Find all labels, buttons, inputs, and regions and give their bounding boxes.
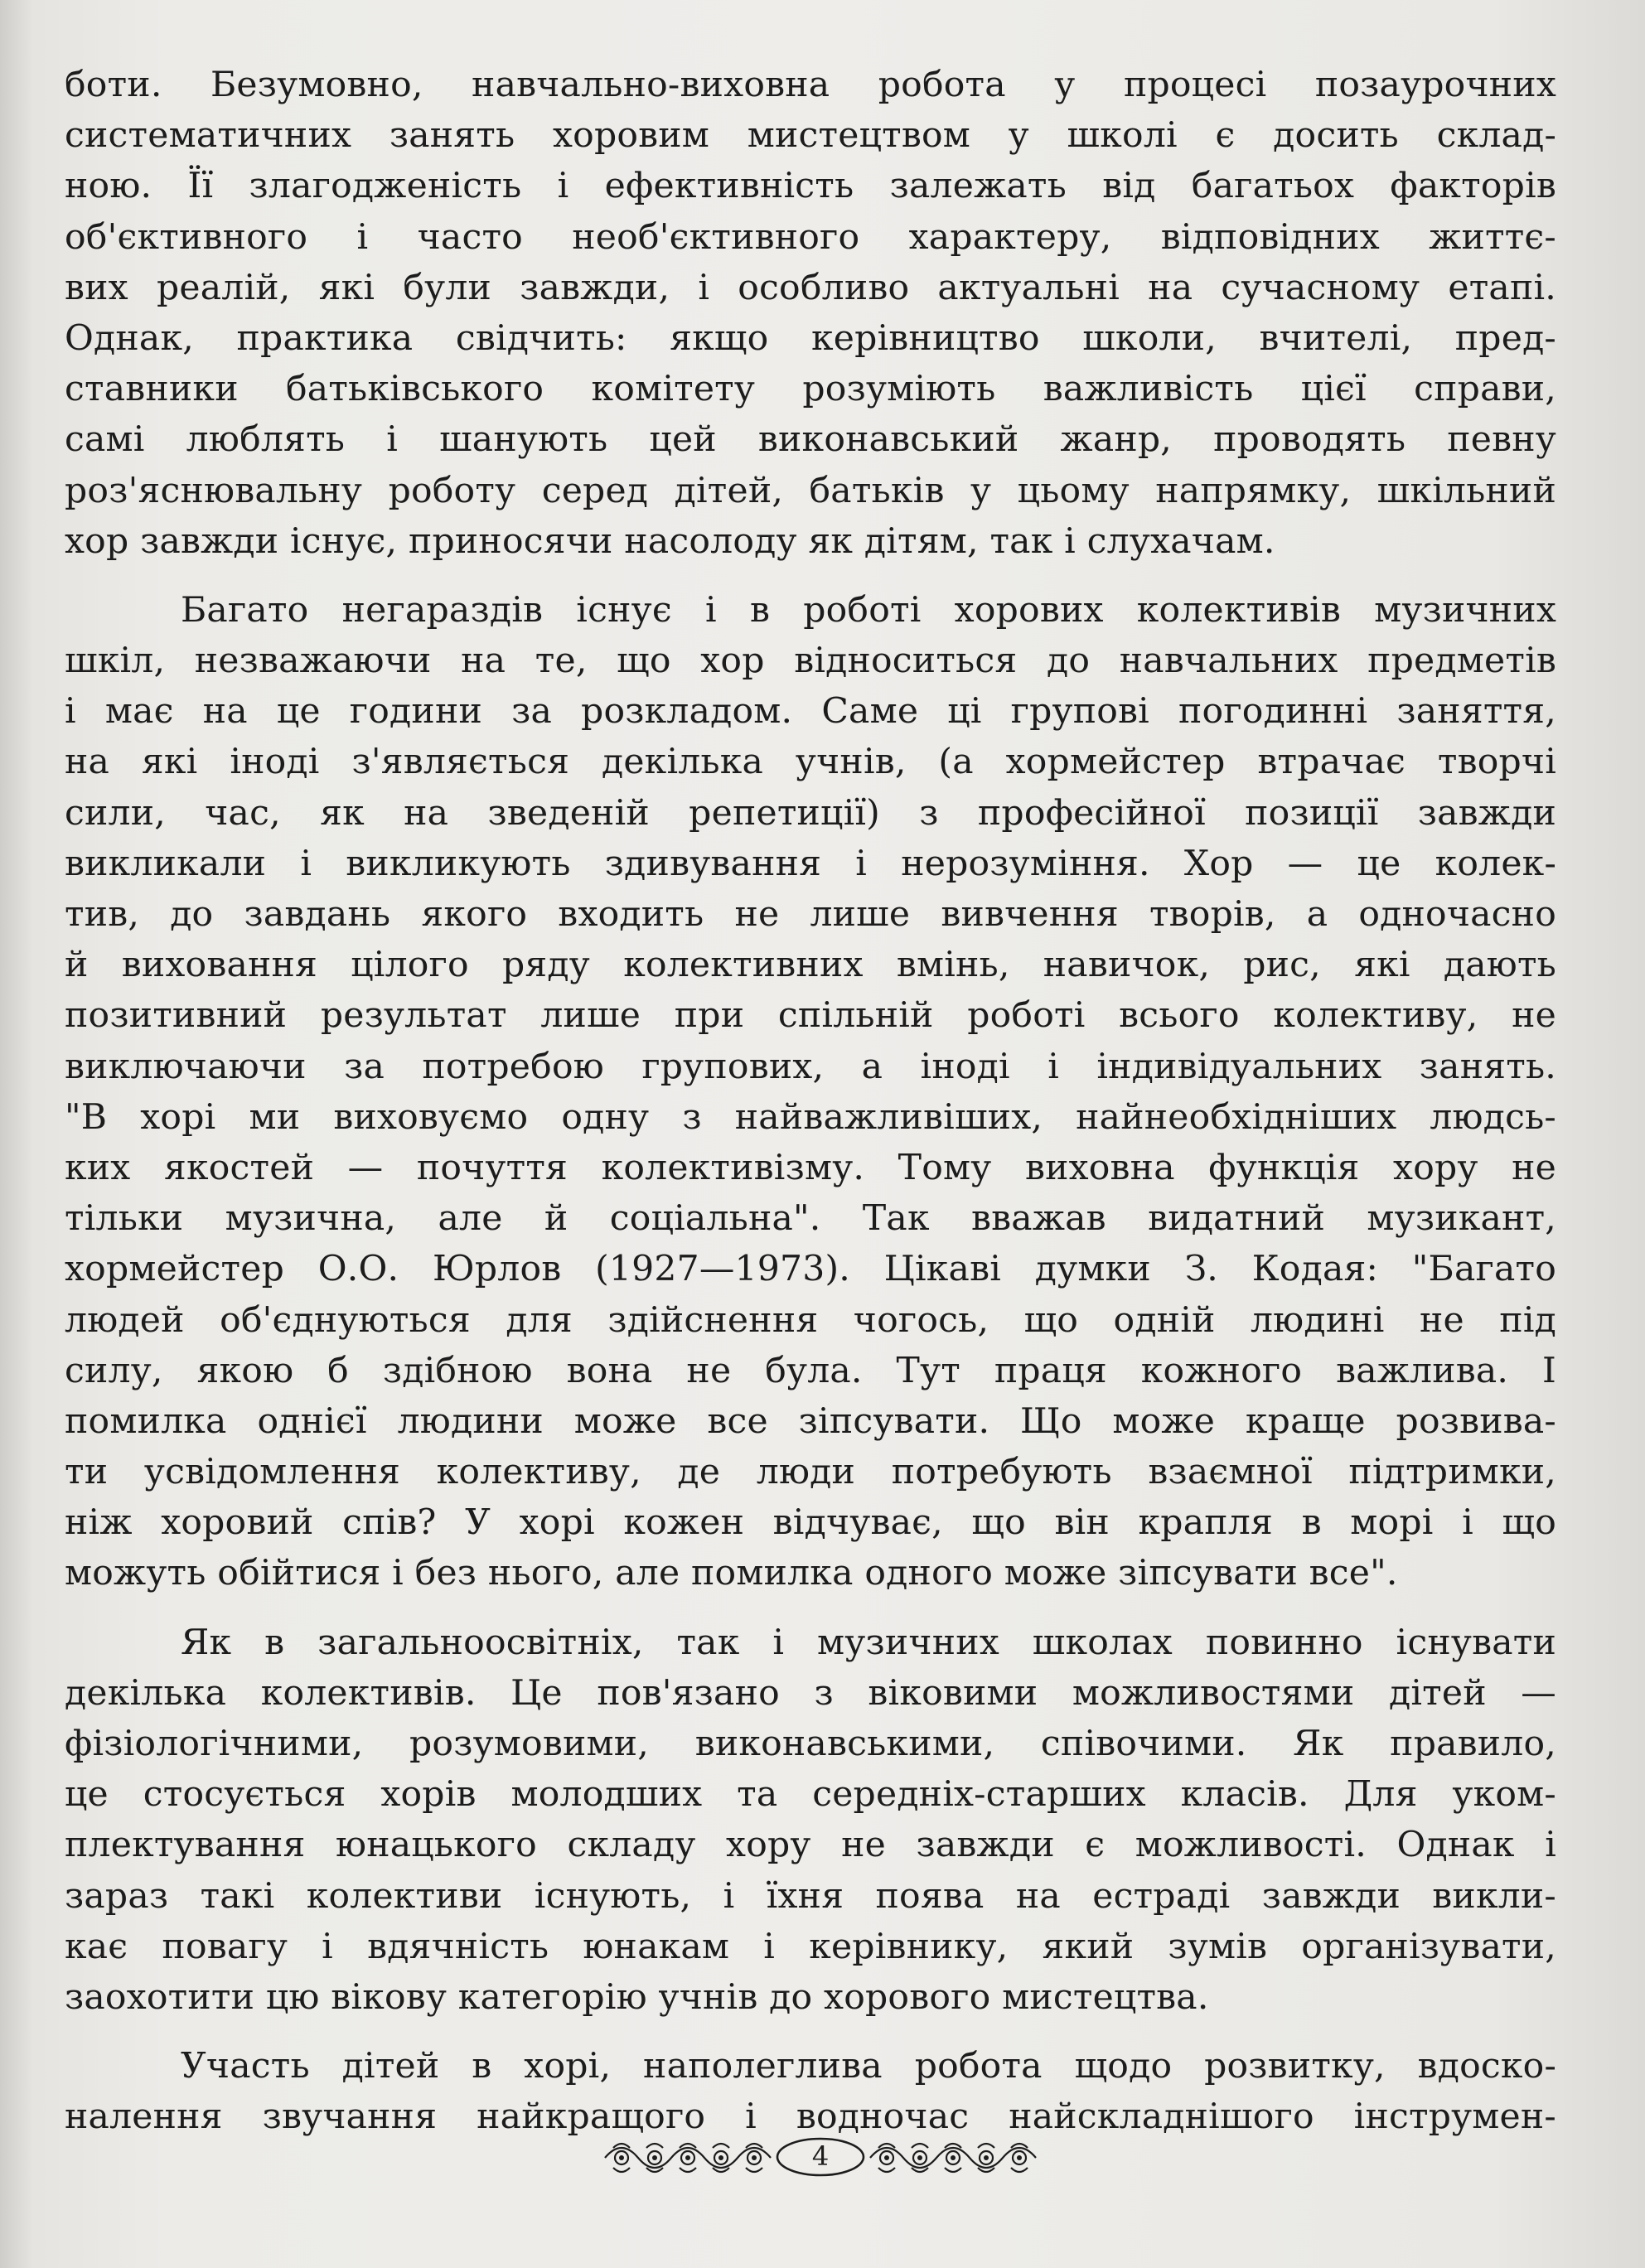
text-line: об'єктивного і часто необ'єктивного характеру, відповідних життє- xyxy=(65,216,1556,258)
text-line: ною. Її злагодженість і ефективність залежать від багатьох факторів xyxy=(65,166,1556,207)
text-line: можуть обійтися і без нього, але помилка одного може зіпсувати все". xyxy=(65,1553,1398,1594)
text-line: виключаючи за потребою групових, а іноді і індивідуальних занять. xyxy=(65,1046,1556,1087)
text-line: систематичних занять хоровим мистецтвом у школі є досить склад- xyxy=(65,115,1556,157)
text-line: й виховання цілого ряду колективних вмінь, навичок, рис, які дають xyxy=(65,945,1556,986)
text-line: Однак, практика свідчить: якщо керівництво школи, вчителі, пред- xyxy=(65,317,1556,359)
text-line: викликали і викликують здивування і нерозуміння. Хор — це колек- xyxy=(65,843,1556,884)
paragraph-gap xyxy=(65,1599,1556,1618)
text-line: людей об'єднуються для здійснення чогось, що одній людині не під xyxy=(65,1299,1556,1341)
text-line: декілька колективів. Це пов'язано з віковими можливостями дітей — xyxy=(65,1672,1556,1714)
paragraph xyxy=(65,1618,1556,2024)
text-line: вих реалій, які були завжди, і особливо актуальні на сучасному етапі. xyxy=(65,267,1556,308)
text-line: Як в загальноосвітніх, так і музичних школах повинно існувати xyxy=(181,1622,1556,1663)
text-line: хормейстер О.О. Юрлов (1927—1973). Цікаві думки З. Кодая: "Багато xyxy=(65,1249,1556,1290)
text-line: шкіл, незважаючи на те, що хор відноситься до навчальних предметів xyxy=(65,641,1556,682)
text-line: ніж хоровий спів? У хорі кожен відчуває, що він крапля в морі і що xyxy=(65,1502,1556,1544)
text-line: Багато негараздів існує і в роботі хорових колективів музичних xyxy=(181,589,1556,631)
text-line: ти усвідомлення колективу, де люди потребують взаємної підтримки, xyxy=(65,1452,1556,1493)
text-line: хор завжди існує, приносячи насолоду як дітям, так і слухачам. xyxy=(65,520,1275,562)
paragraph xyxy=(65,585,1556,1599)
paragraph-gap xyxy=(65,2023,1556,2041)
text-line: налення звучання найкращого і водночас найскладнішого інструмен- xyxy=(65,2096,1556,2138)
text-line: боти. Безумовно, навчально-виховна робота у процесі позаурочних xyxy=(65,65,1556,105)
text-line: Участь дітей в хорі, наполеглива робота щодо розвитку, вдоско- xyxy=(181,2046,1556,2087)
text-line: тив, до завдань якого входить не лише вивчення творів, а одночасно xyxy=(65,894,1556,935)
page-number: 4 xyxy=(811,2140,830,2172)
text-line: кає повагу і вдячність юнакам і керівнику, який зумів організувати, xyxy=(65,1926,1556,1967)
text-line: позитивний результат лише при спільній роботі всього колективу, не xyxy=(65,995,1556,1037)
paragraph xyxy=(65,60,1556,567)
text-line: роз'яснювальну роботу серед дітей, батьків у цьому напрямку, шкільний xyxy=(65,470,1556,511)
text-line: ставники батьківського комітету розуміють важливість цієї справи, xyxy=(65,369,1556,410)
paragraph-gap xyxy=(65,567,1556,585)
text-line: тільки музична, але й соціальна". Так вважав видатний музикант, xyxy=(65,1198,1556,1240)
page-footer xyxy=(597,2128,1044,2186)
text-line: "В хорі ми виховуємо одну з найважливіших, найнеобхідніших людсь- xyxy=(65,1096,1556,1138)
text-line: фізіологічними, розумовими, виконавськими, співочими. Як правило, xyxy=(65,1724,1556,1764)
text-line: і має на це години за розкладом. Саме ці групові погодинні заняття, xyxy=(65,691,1556,733)
text-line: силу, якою б здібною вона не була. Тут праця кожного важлива. І xyxy=(65,1350,1556,1391)
text-line: плектування юнацького складу хору не завжди є можливості. Однак і xyxy=(65,1825,1556,1866)
text-line: помилка однієї людини може все зіпсувати. Що може краще розвива- xyxy=(65,1400,1556,1442)
text-line: самі люблять і шанують цей виконавський жанр, проводять певну xyxy=(65,419,1556,461)
text-line: зараз такі колективи існують, і їхня поява на естраді завжди викли- xyxy=(65,1875,1556,1917)
text-line: сили, час, як на зведеній репетиції) з професійної позиції завжди xyxy=(65,792,1556,834)
body-text xyxy=(65,60,1556,2143)
text-line: заохотити цю вікову категорію учнів до хорового мистецтва. xyxy=(65,1976,1209,2018)
text-line: це стосується хорів молодших та середніх-старших класів. Для уком- xyxy=(65,1774,1556,1816)
text-line: на які іноді з'являється декілька учнів, (а хормейстер втрачає творчі xyxy=(65,742,1556,783)
text-line: ких якостей — почуття колективізму. Тому виховна функція хору не xyxy=(65,1147,1556,1188)
